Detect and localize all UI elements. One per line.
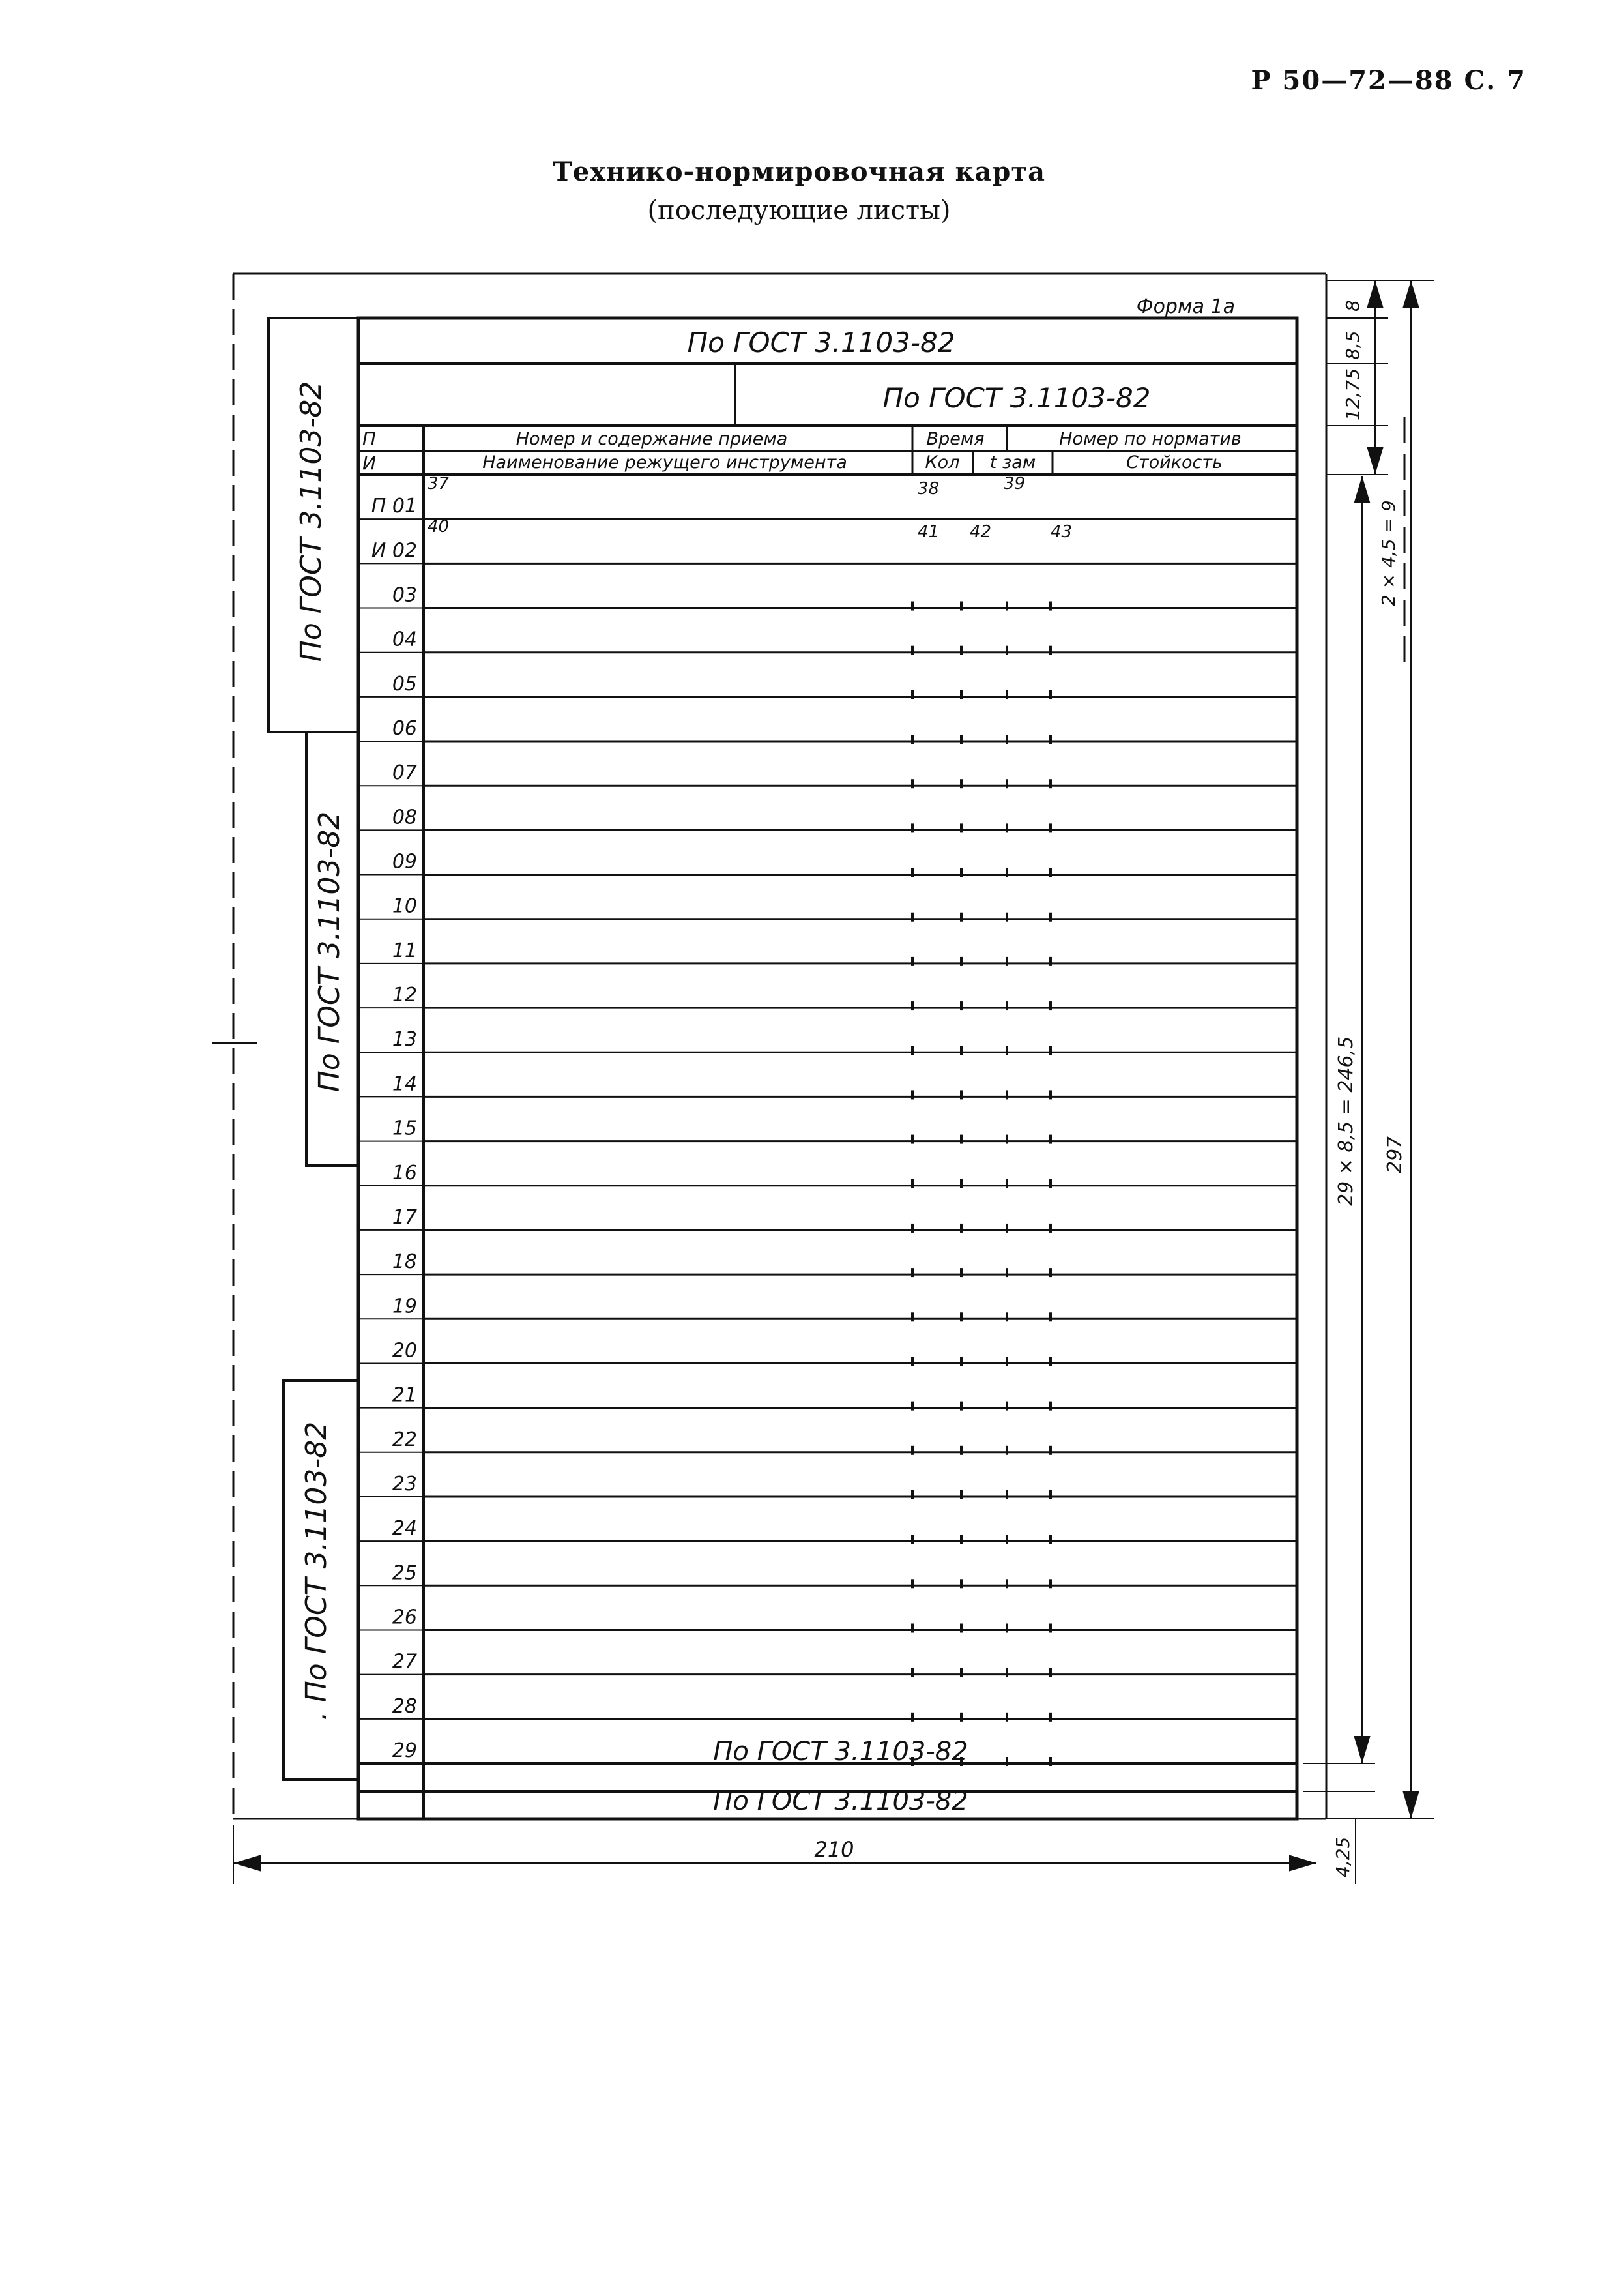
row-number: 25	[392, 1561, 417, 1585]
row-number: 23	[392, 1472, 417, 1495]
form-border	[358, 318, 1297, 1819]
row-number: 08	[392, 806, 417, 829]
dim-small: 2 × 4,5 = 9	[1378, 500, 1399, 606]
side-gost-ref-3: . По ГОСТ 3.1103-82	[300, 1421, 333, 1721]
row-number: 04	[392, 628, 417, 651]
row-number: 17	[392, 1205, 417, 1229]
row-number: 29	[392, 1739, 417, 1762]
row-number: 19	[392, 1295, 417, 1318]
header-row1-norm: Номер по норматив	[1059, 429, 1242, 449]
dim-8-5: 8,5	[1342, 331, 1363, 360]
row-number: 16	[392, 1161, 417, 1185]
header-row2-main: Наименование режущего инструмента	[482, 452, 847, 473]
dim-210: 210	[814, 1837, 854, 1862]
row-number: 05	[392, 672, 417, 696]
form-label: Форма 1а	[1136, 295, 1235, 318]
row-number: 21	[392, 1383, 417, 1407]
row-number: 14	[392, 1072, 417, 1096]
field-code: 37	[428, 474, 450, 493]
row-number: 10	[392, 894, 417, 918]
header-col-i: И	[362, 452, 376, 474]
row-number: 09	[392, 850, 417, 874]
header-row2-kol: Кол	[925, 452, 960, 473]
row-number: 13	[392, 1028, 417, 1052]
bottom-gost-ref-2: По ГОСТ 3.1103-82	[713, 1786, 968, 1816]
dim-4-25: 4,25	[1332, 1836, 1354, 1877]
header-row2-stoik: Стойкость	[1126, 452, 1223, 473]
field-code: 39	[1004, 474, 1026, 493]
header-row1-main: Номер и содержание приема	[516, 429, 788, 449]
row-number: И 02	[371, 539, 417, 563]
page-header: Р 50—72—88 С. 7	[1251, 65, 1526, 96]
dim-12-75: 12,75	[1342, 368, 1363, 420]
row-number: 07	[392, 761, 417, 785]
field-code: 43	[1051, 522, 1073, 542]
dim-rows: 29 × 8,5 = 246,5	[1335, 1036, 1358, 1206]
header-col-p: П	[362, 428, 377, 449]
row-number: 28	[392, 1694, 417, 1718]
document-title: Технико-нормировочная карта	[552, 156, 1046, 187]
bottom-gost-ref-1: По ГОСТ 3.1103-82	[713, 1737, 968, 1767]
row-number: 26	[392, 1606, 417, 1629]
row-number: П 01	[371, 495, 417, 518]
second-gost-ref: По ГОСТ 3.1103-82	[882, 382, 1151, 414]
row-number: 22	[392, 1428, 417, 1451]
row-number: 18	[392, 1250, 417, 1274]
row-number: 24	[392, 1517, 417, 1540]
field-code: 38	[918, 479, 940, 499]
side-gost-ref-2: По ГОСТ 3.1103-82	[313, 811, 346, 1093]
header-row1-time: Время	[926, 429, 985, 449]
form-rows	[358, 495, 1297, 1766]
side-gost-ref-1: По ГОСТ 3.1103-82	[295, 381, 328, 662]
row-number: 20	[392, 1339, 417, 1362]
row-number: 27	[392, 1650, 417, 1673]
row-number: 06	[392, 717, 417, 741]
header-row2-tzam: t зам	[989, 452, 1036, 473]
row-number: 12	[392, 984, 417, 1007]
field-code: 42	[970, 522, 992, 542]
dim-8: 8	[1342, 300, 1363, 312]
field-code: 41	[918, 522, 940, 542]
top-gost-ref: По ГОСТ 3.1103-82	[687, 327, 955, 359]
document-subtitle: (последующие листы)	[647, 196, 951, 226]
row-number: 11	[392, 939, 417, 962]
row-number: 15	[392, 1117, 417, 1140]
row-number: 03	[392, 583, 417, 607]
field-code: 40	[428, 517, 450, 537]
dim-297: 297	[1384, 1136, 1406, 1173]
